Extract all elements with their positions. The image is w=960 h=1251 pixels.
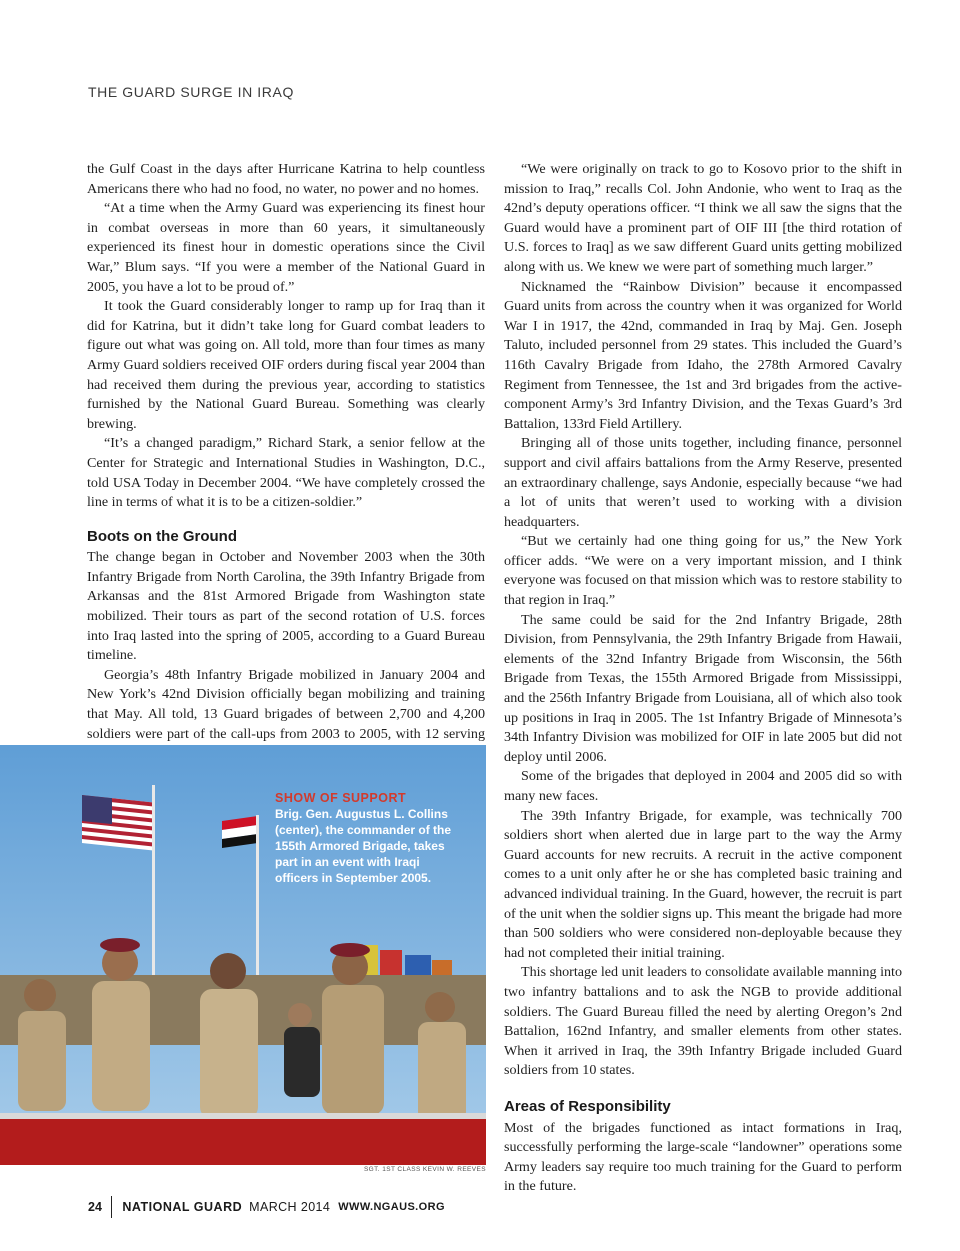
paragraph: “It’s a changed paradigm,” Richard Stark, a senior fellow at the Center for Strategic and International Studies in Washington, D.C., told USA Today in December 2004. “We have completely crossed the line in terms of what it is to be a citizen-soldier.” [87, 435, 485, 511]
flag-pole [152, 785, 155, 985]
stage-edge [0, 1113, 486, 1119]
paragraph: The change began in October and November 2003 when the 30th Infantry Brigade from North Carolina, the 39th Infantry Brigade from Arkansas and the 81st Armored Brigade from Washington state mobilized. Their tours as part of the second rotation of U.S. forces into Iraq lasted into the spring of 2005, according to a Guard Bureau timeline. [87, 549, 485, 664]
photo-credit: SGT. 1ST CLASS KEVIN W. REEVES [363, 1166, 486, 1173]
paragraph: Nicknamed the “Rainbow Division” because it encompassed Guard units from across the country when it was organized for World War I in 1917, the 42nd, commanded in Iraq by Maj. Gen. Joseph Taluto, included personnel from 29 states. This included the Guard’s 116th Cavalry Brigade from Idaho, the 278th Armored Cavalry Regiment from Tennessee, the 1st and 3rd brigades from the active-component Army’s 3rd Infantry Division, and the Texas Guard’s 3rd Battalion, 133rd Field Artillery. [504, 278, 902, 432]
paragraph-text: Georgia’s 48th Infantry Brigade mobilized in January 2004 and New York’s 42nd Division officially began mobilizing and training that May. All told, 13 Guard brigades of between 2,700 and 4,200 soldiers were part of the call-ups from 2003 to 2005, with 12 serving [87, 666, 485, 742]
paragraph: “At a time when the Army Guard was experiencing its finest hour in combat overseas in more than 60 years, it simultaneously experienced its finest hour in domestic operations since the Civil War,” Blum says. “If you were a member of the National Guard in 2005, you have a lot to be proud of.” [87, 200, 485, 295]
flag-pole [256, 815, 259, 985]
caption-kicker: SHOW OF SUPPORT [275, 791, 407, 805]
paragraph: This shortage led unit leaders to consolidate available manning into two infantry battalions and to ask the NGB to provide additional soldiers. The Guard Bureau filled the need by alerting Oregon’s 2nd Battalion, 162nd Infantry, and smaller elements from other states. When it arrived in Iraq, the 39th Infantry Brigade included Guard soldiers from 10 states. [504, 964, 902, 1079]
section-heading: Boots on the Ground [87, 527, 237, 545]
caption-text: Brig. Gen. Augustus L. Collins (center), the commander of the 155th Armored Brigade, takes part in an event with Iraqi officers in September 2005. [275, 807, 452, 885]
photo-caption [275, 790, 465, 886]
magazine-name: NATIONAL GUARD [122, 1200, 243, 1214]
page-footer [88, 1196, 445, 1218]
running-head: THE GUARD SURGE IN IRAQ [88, 84, 294, 100]
right-column [504, 160, 902, 1197]
page-number: 24 [88, 1200, 102, 1214]
paragraph: The 39th Infantry Brigade, for example, was technically 700 soldiers short when alerted due in large part to the way the Army Guard accounts for new recruits. A recruit in the active component comes to a unit only after he or she has completed basic training and advanced individual training. In the Guard, however, the recruit is part of the unit when the soldier signs up. This meant the brigade had more than 500 soldiers who were considered non-deployable because they had not completed their initial training. [504, 807, 902, 961]
issue-date: MARCH 2014 [249, 1200, 331, 1214]
footer-divider [111, 1196, 113, 1218]
paragraph: Most of the brigades functioned as intact formations in Iraq, successfully performing the large-scale “landowner” operations some Army leaders say require too much training for the Guard to perform in the future. [504, 1119, 902, 1195]
paragraph: “We were originally on track to go to Kosovo prior to the shift in mission to Iraq,” recalls Col. John Andonie, who went to Iraq as the 42nd’s deputy operations officer. “I think we all saw the signs that the Guard would have a prominent part of OIF III [the third rotation of U.S. forces to Iraq] as we saw different Guard units getting mobilized along with us. We knew we were part of something much larger.” [504, 161, 902, 275]
paragraph: The same could be said for the 2nd Infantry Brigade, 28th Division, from Pennsylvania, the 29th Infantry Brigade from Hawaii, elements of the 32nd Infantry Brigade from Wisconsin, the 56th Brigade from Texas, the 155th Armored Brigade from Mississippi, and the 256th Infantry Brigade from Louisiana, all of which also took up positions in Iraq in 2005. The 1st Infantry Brigade of Minnesota’s 34th Infantry Division was mobilized for OIF in late 2005 but did not deploy until 2006. [504, 611, 902, 765]
paragraph: the Gulf Coast in the days after Hurricane Katrina to help countless Americans there who had no food, no water, no power and no homes. [87, 161, 485, 197]
left-column [87, 160, 485, 764]
red-carpet [0, 1117, 486, 1165]
paragraph: “But we certainly had one thing going for us,” the New York officer adds. “We were on a very important mission, and I think everyone was focused on that mission which was to restore stability to that region in Iraq.” [504, 533, 902, 609]
section-heading: Areas of Responsibility [504, 1097, 671, 1115]
website-link[interactable]: WWW.NGAUS.ORG [338, 1201, 445, 1213]
paragraph: Bringing all of those units together, including finance, personnel support and civil affairs battalions from the Army Reserve, presented an extraordinary challenge, says Andonie, especially because “we had a lot of units that weren’t used to working with a division headquarters. [504, 435, 902, 530]
paragraph: It took the Guard considerably longer to ramp up for Iraq than it did for Katrina, but it didn’t take long for Guard combat leaders to figure out what was going on. All told, more than four times as many Army Guard soldiers received OIF orders during fiscal year 2004 than had received them during the previous year, according to statistics furnished by the National Guard Bureau. Something was clearly brewing. [87, 298, 485, 432]
iraqi-flag-icon [222, 816, 256, 848]
us-flag-icon [82, 795, 152, 850]
paragraph: Some of the brigades that deployed in 2004 and 2005 did so with many new faces. [504, 768, 902, 804]
